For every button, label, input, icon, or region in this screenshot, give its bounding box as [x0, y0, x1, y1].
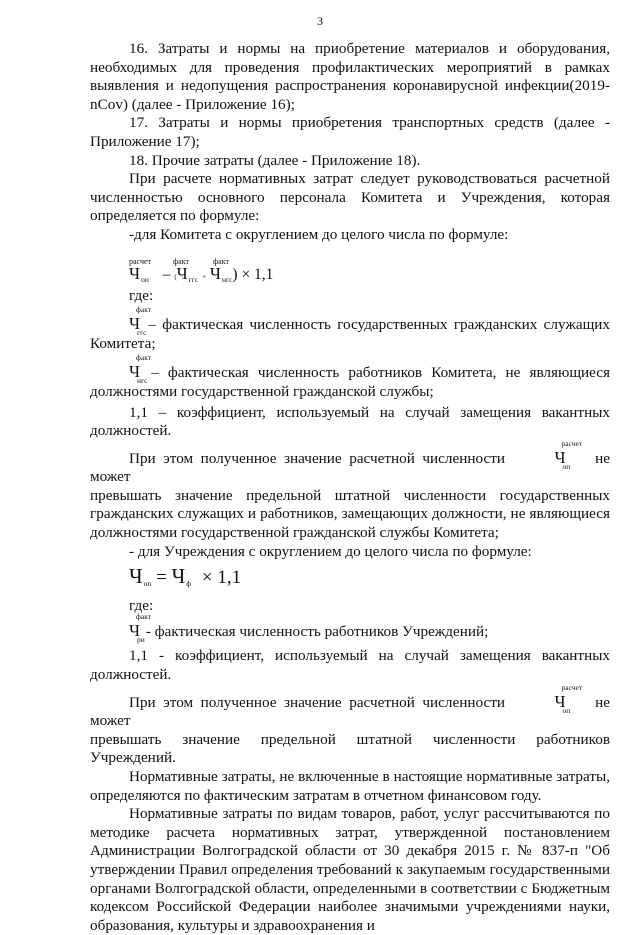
page-number: 3 — [317, 14, 323, 28]
formula-line: Чоп – (Чггс + Чнгс) × 1,1 — [129, 263, 274, 284]
where-label-2: где: — [129, 597, 154, 615]
committee-formula-intro: -для Комитета с округлением до целого числа по формуле: — [129, 225, 509, 243]
item-18: 18. Прочие затраты (далее - Приложение 18). — [129, 151, 421, 169]
def-ri: Ч факт ри - фактическая численность работников Учреждений; — [129, 611, 489, 644]
committee-formula — [129, 251, 610, 285]
limit-2-cont: превышать значение предельной штатной численности работников Учреждений. — [90, 730, 610, 767]
coefficient-2: 1,1 - коэффициент, используемый на случай замещения вакантных должностей. — [90, 647, 610, 684]
institution-formula: Чоп = Чф × 1,1 — [129, 564, 242, 589]
non-included-costs: Нормативные затраты, не включенные в настоящие нормативные затраты, определяются по фактическим затратам в отчетном финансовом году. — [90, 768, 610, 804]
formula-labels: расчет факт факт — [129, 256, 230, 266]
limit-2: При этом полученное значение расчетной численности Ч расчет оп не может — [90, 682, 610, 730]
institution-formula-intro: - для Учреждения с округлением до целого числа по формуле: — [129, 542, 532, 560]
where-label-1: где: — [129, 286, 154, 304]
coefficient-1: 1,1 – коэффициент, используемый на случай замещения вакантных должностей. — [90, 403, 610, 440]
limit-1-cont: превышать значение предельной штатной численности государственных гражданских служащих и работников, замещающих должности, не являющиеся должностями государственной гражданской службы Комитета; — [90, 486, 610, 542]
document-body — [90, 40, 610, 935]
item-17: 17. Затраты и нормы приобретения транспортных средств (далее - Приложение 17); — [90, 114, 610, 150]
def-ggs: Ч факт ггс – фактическая численность государственных гражданских служащих — [129, 305, 611, 338]
def-ngs: Ч факт нгс – фактическая численность работников Комитета, не являющиеся — [129, 353, 610, 386]
item-16: 16. Затраты и нормы на приобретение материалов и оборудования, необходимых для проведения профилактических мероприятий в рамках выявления и недопущения распространения коронавирусной инфекции(2019-nCov) (далее - Приложение 16); — [90, 40, 610, 113]
def-ggs-cont: Комитета; — [90, 334, 156, 352]
limit-1: При этом полученное значение расчетной численности Ч расчет оп не может — [90, 438, 610, 486]
methodology-paragraph: Нормативные затраты по видам товаров, работ, услуг рассчитываются по методике расчета нормативных затрат, утвержденной постановлением Администрации Волгоградской области от 30 декабря 2015 г. № 837-п "Об утверждении Правил определения требований к закупаемым государственными органами Волгоградской области, определенными в соответствии с Бюджетным кодексом Российской Федерации наиболее значимыми учреждениями науки, образования, культуры и здравоохранения и — [90, 805, 610, 934]
calc-intro: При расчете нормативных затрат следует руководствоваться расчетной численностью основного персонала Комитета и Учреждения, которая определяется по формуле: — [90, 170, 610, 225]
def-ngs-cont: должностями государственной гражданской службы; — [90, 382, 434, 400]
